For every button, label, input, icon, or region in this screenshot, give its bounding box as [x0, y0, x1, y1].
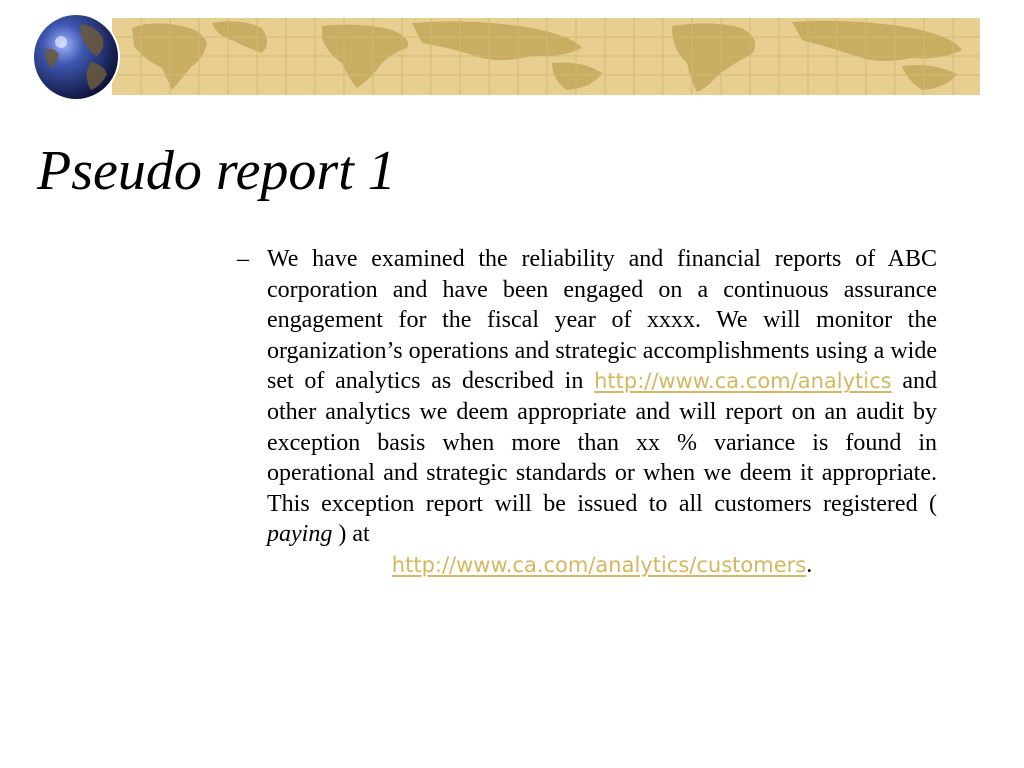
paying-emphasis: paying — [267, 521, 333, 548]
report-text-block — [237, 244, 937, 581]
paragraph-text-part-2: and other analytics we deem appropriate and will report on an audit by exception basis when more than xx % variance is found in operational and strategic standards or when we deem it appropriate. This exception report will be issued to all customers registered ( — [267, 368, 937, 517]
paragraph-text-part-1: We have examined the reliability and financial reports of ABC corporation and have been engaged on a continuous assurance engagement for the fiscal year of xxxx. We will monitor the organization’s operations and strategic accomplishments using a wide set of analytics as described in — [267, 246, 937, 395]
analytics-link[interactable]: http://www.ca.com/analytics — [594, 369, 892, 394]
customers-link-line — [267, 550, 937, 581]
closing-period: . — [806, 551, 813, 578]
paragraph-text-part-3: ) at — [332, 521, 370, 548]
world-map-banner — [112, 18, 980, 95]
bullet-dash: – — [237, 246, 249, 272]
customers-link[interactable]: http://www.ca.com/analytics/customers — [391, 552, 807, 577]
globe-icon — [31, 12, 121, 102]
report-paragraph — [267, 244, 937, 550]
slide-title: Pseudo report 1 — [37, 140, 396, 202]
